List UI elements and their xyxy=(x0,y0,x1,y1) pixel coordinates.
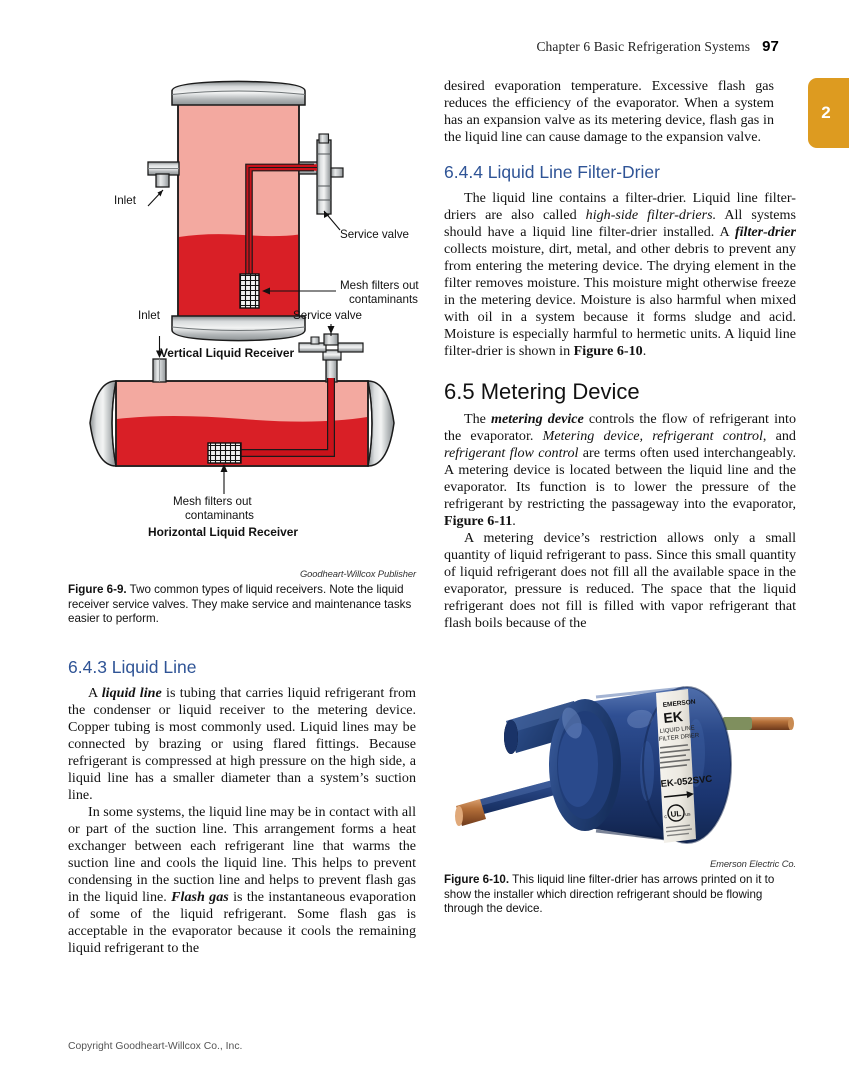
term-refrigerant-control: Metering device, refrigerant control xyxy=(542,428,763,444)
svg-text:c: c xyxy=(664,813,668,821)
figure-6-10-caption-text: This liquid line filter-drier has arrows printed on it to show the installer which direction refrigerant should be flowing through the device. xyxy=(444,873,775,916)
vertical-receiver-title: Vertical Liquid Receiver xyxy=(160,346,295,360)
label-brand: EMERSON xyxy=(662,698,696,709)
figure-6-9-artwork xyxy=(68,78,419,578)
term-metering-device: metering device xyxy=(491,411,584,427)
fd-part-d: . xyxy=(642,343,647,359)
page-number: 97 xyxy=(762,38,779,55)
outlet-copper-tube xyxy=(722,717,794,730)
horizontal-receiver-title: Horizontal Liquid Receiver xyxy=(148,525,298,539)
vertical-inlet-label: Inlet xyxy=(114,194,136,207)
paragraph-filter-drier xyxy=(444,190,796,360)
md-part-d: are terms often used interchangeably. A metering device is located between the liquid line and the evaporator. Its function is to lower the pressure of the refrigerant by restricting the passageway into the evaporator, xyxy=(444,445,796,512)
figure-6-10-photo xyxy=(444,661,796,856)
label-ul: UL xyxy=(670,808,682,820)
heading-6-5: 6.5 Metering Device xyxy=(444,379,640,404)
figure-6-9-caption-label: Figure 6-9. xyxy=(68,583,127,596)
fd-part-b: All systems should have a liquid line filter-drier installed. A xyxy=(444,207,796,240)
p1-part-b: is tubing that carries liquid refrigerant from the condenser or liquid receiver to the metering device. Copper tubing is most commonly used. Liquid lines may be connected by brazing or using flared fittings. Because refrigerant is compressed at high pressure on the high side, a liquid line has a smaller diameter than a system’s suction line. xyxy=(68,684,416,803)
p2-part-a: In some systems, the liquid line may be in contact with all or part of the suction line. This arrangement forms a heat exchanger between each refrigerant line that warms the suction line and cools the liquid line. This helps to prevent condensing in the suction line and helps to prevent flash gas in the liquid line. xyxy=(68,803,417,905)
filter-drier-body xyxy=(549,687,731,843)
chapter-tab-number: 2 xyxy=(821,103,831,122)
fd-part-c: collects moisture, dirt, metal, and other debris to prevent any from entering the metering device. The drying element in the filter removes moisture. This moisture might otherwise freeze in the metering device. Moisture is also harmful when mixed with oil in a system because it forms sludge and acid. Moisture is especially harmful to hermetic units. A liquid line filter-drier is shown in xyxy=(444,241,796,359)
p1-part-a: A xyxy=(88,684,102,701)
paragraph-liquid-line-1 xyxy=(68,685,416,804)
figure-6-9-caption-text: Two common types of liquid receivers. Note the liquid receiver service valves. They make service and maintenance tasks easier to perform. xyxy=(68,583,412,626)
paragraph-metering-2: A metering device’s restriction allows only a small quantity of liquid refrigerant to pass. Since this small quantity of liquid refrigerant does not fill all the available space in the evaporator, pressure is reduced. The space that the liquid refrigerant does not fill is filled with vapor refrigerant that flash boils because of the xyxy=(444,530,796,631)
horizontal-inlet-label: Inlet xyxy=(138,309,160,322)
figure-6-10-credit: Emerson Electric Co. xyxy=(709,858,796,869)
md-part-b: controls the flow of refrigerant into the evaporator. xyxy=(444,411,796,444)
copyright-line: Copyright Goodheart-Willcox Co., Inc. xyxy=(68,1041,243,1052)
md-part-c: , and xyxy=(762,428,796,444)
vertical-service-valve-label: Service valve xyxy=(340,228,409,241)
ref-figure-6-10: Figure 6-10 xyxy=(573,343,643,359)
ref-figure-6-11: Figure 6-11 xyxy=(444,513,513,529)
term-refrigerant-flow-control: refrigerant flow control xyxy=(444,445,579,461)
vertical-receiver-diagram xyxy=(148,81,343,340)
paragraph-metering-1 xyxy=(444,411,796,530)
term-filter-drier: filter-drier xyxy=(734,224,796,240)
label-line2: FILTER DRIER xyxy=(658,732,700,743)
vertical-mesh-label-line2: contaminants xyxy=(349,293,418,306)
vertical-mesh-label-line1: Mesh filters out xyxy=(340,279,419,292)
left-column xyxy=(68,78,419,957)
label-part-number: EK-052SVC xyxy=(660,773,713,790)
heading-6-4-4: 6.4.4 Liquid Line Filter-Drier xyxy=(444,162,660,182)
figure-6-10-caption xyxy=(444,873,796,917)
horizontal-mesh-label-line2: contaminants xyxy=(185,509,254,522)
running-head xyxy=(536,38,779,55)
svg-text:us: us xyxy=(684,811,691,819)
paragraph-continued: desired evaporation temperature. Excessive flash gas reduces the efficiency of the evaporator. When a system has an expansion valve as its metering device, flash gas in the liquid line can cause damage to the expansion valve. xyxy=(444,78,774,145)
label-line1: LIQUID LINE xyxy=(659,725,696,735)
md-part-a: The xyxy=(464,411,492,427)
heading-6-4-3: 6.4.3 Liquid Line xyxy=(68,656,197,677)
horizontal-mesh-label-line1: Mesh filters out xyxy=(173,495,252,508)
label-model: EK xyxy=(662,708,684,726)
right-column xyxy=(444,78,796,917)
chapter-thumb-tab xyxy=(808,78,849,148)
p2-part-b: is the instantaneous evaporation of some of the liquid refrigerant. Some flash gas is acceptable in the evaporator because it cools the remaining liquid refrigerant to the xyxy=(68,888,416,956)
paragraph-liquid-line-2 xyxy=(68,804,416,957)
horizontal-service-valve-label: Service valve xyxy=(293,309,362,322)
filter-drier-photo-svg xyxy=(444,661,796,853)
term-flash-gas: Flash gas xyxy=(171,888,229,905)
fd-part-a: The liquid line contains a filter-drier. Liquid line filter-driers are also called xyxy=(444,190,796,223)
figure-6-9-credit: Goodheart-Willcox Publisher xyxy=(299,568,416,579)
running-head-text: Chapter 6 Basic Refrigeration Systems xyxy=(536,39,751,54)
term-liquid-line: liquid line xyxy=(101,684,162,701)
figure-6-10-caption-label: Figure 6-10. xyxy=(444,873,510,886)
md-part-e: . xyxy=(512,513,516,529)
figure-6-9-caption xyxy=(68,583,416,627)
term-high-side-filter-driers: high-side filter-driers. xyxy=(585,207,717,223)
